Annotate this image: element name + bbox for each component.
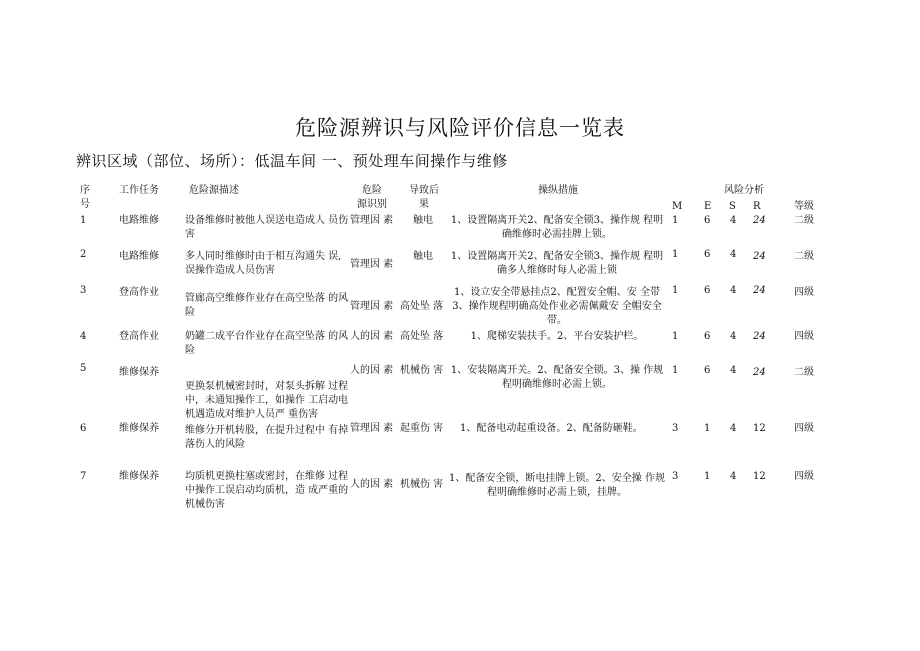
page-title: 危险源辨识与风险评价信息一览表 <box>295 116 625 140</box>
header-s: S <box>729 201 736 212</box>
row-task: 维修保养 <box>119 471 159 482</box>
header-type: 危险 <box>362 185 382 196</box>
header-risk: 风险分析 <box>724 185 764 196</box>
row-e: 1 <box>704 423 711 434</box>
row-level: 二级 <box>794 251 814 262</box>
row-measures: 1、爬梯安装扶手。2、平台安装护栏。 <box>470 331 644 342</box>
row-result: 机械伤 害 <box>400 479 444 490</box>
row-m: 1 <box>672 285 679 296</box>
header-m: M <box>672 201 683 212</box>
header-seq-line2: 号 <box>80 199 90 210</box>
header-desc: 危险源描述 <box>189 185 239 196</box>
row-task: 登高作业 <box>119 287 159 298</box>
row-desc: 多人同时维修时由于相互沟通失 误,误操作造成人员伤害 <box>185 251 342 276</box>
row-type: 管理因 素 <box>350 259 394 270</box>
row-r: 24 <box>753 251 766 262</box>
row-no: 7 <box>80 471 87 482</box>
header-level: 等级 <box>794 201 814 212</box>
header-e: E <box>704 201 712 212</box>
row-type: 管理因 素 <box>350 301 394 312</box>
row-desc: 奶罐二成平台作业存在高空坠落 的风险 <box>185 331 349 356</box>
row-result: 触电 <box>413 215 433 226</box>
row-no: 4 <box>80 331 87 342</box>
row-r: 12 <box>753 423 766 434</box>
row-type: 管理因 素 <box>350 215 394 226</box>
header-measures: 操纵措施 <box>538 185 578 196</box>
row-m: 3 <box>672 423 679 434</box>
row-level: 四级 <box>794 423 814 434</box>
row-m: 1 <box>672 215 679 226</box>
row-r: 24 <box>753 367 766 378</box>
row-measures: 1、设立安全带悬挂点2、配置安全帽、安 全带3、操作规程明确高处作业必需佩戴安 全帽安全带。 <box>452 287 662 326</box>
row-measures: 1、安装隔离开关。2、配备安全锁。3、操 作规程明确维修时必需上锁。 <box>450 365 664 390</box>
header-r: R <box>753 201 761 212</box>
row-measures: 1、设置隔离开关2、配备安全锁3、操作规 程明确多人维修时每人必需上锁 <box>450 251 664 276</box>
row-e: 6 <box>704 365 711 376</box>
row-s: 4 <box>730 423 737 434</box>
row-desc: 更换泵机械密封时，对泵头拆解 过程中，未通知操作工，如操作 工启动电机遇造成对维护人员严 重伤害 <box>185 381 349 420</box>
row-result: 机械伤 害 <box>400 365 444 376</box>
row-e: 6 <box>704 249 711 260</box>
header-result-line2: 果 <box>419 199 429 210</box>
row-result: 高处坠 落 <box>400 331 444 342</box>
row-r: 24 <box>753 285 766 296</box>
row-task: 维修保养 <box>119 423 159 434</box>
row-desc: 管廊高空维修作业存在高空坠落 的风险 <box>185 293 349 318</box>
row-type: 人的因 素 <box>350 365 394 376</box>
row-level: 四级 <box>794 471 814 482</box>
row-measures: 1、配备安全锁，断电挂牌上锁。2、安全操 作规程明确维修时必需上锁，挂牌。 <box>449 473 665 498</box>
row-r: 12 <box>753 471 766 482</box>
row-result: 起重伤 害 <box>400 423 444 434</box>
row-level: 四级 <box>794 331 814 342</box>
row-e: 6 <box>704 285 711 296</box>
row-result: 高处坠 落 <box>400 301 444 312</box>
row-result: 触电 <box>413 251 433 262</box>
row-m: 1 <box>672 331 679 342</box>
row-s: 4 <box>730 285 737 296</box>
row-no: 6 <box>80 423 87 434</box>
row-e: 6 <box>704 331 711 342</box>
area-label: 辨识区域（部位、场所）：低温车间 一、预处理车间操作与维修 <box>76 152 508 170</box>
row-r: 24 <box>753 215 766 226</box>
row-s: 4 <box>730 215 737 226</box>
row-type: 人的因 素 <box>350 331 394 342</box>
header-task: 工作任务 <box>119 185 159 196</box>
row-m: 1 <box>672 365 679 376</box>
row-s: 4 <box>730 331 737 342</box>
row-s: 4 <box>730 249 737 260</box>
row-type: 管理因 素 <box>350 423 394 434</box>
row-r: 24 <box>753 331 766 342</box>
row-no: 5 <box>80 363 87 374</box>
row-desc: 设备维修时被他人误送电造成人 员伤害 <box>185 215 349 240</box>
row-e: 1 <box>704 471 711 482</box>
row-level: 二级 <box>794 367 814 378</box>
row-task: 电路维修 <box>119 251 159 262</box>
row-measures: 1、配备电动起重设备。2、配备防砸鞋。 <box>460 423 643 434</box>
row-measures: 1、设置隔离开关2、配备安全锁3、操作规 程明确维修时必需挂牌上锁。 <box>450 215 664 240</box>
header-seq: 序 <box>80 185 90 196</box>
row-s: 4 <box>730 365 737 376</box>
row-no: 1 <box>80 215 87 226</box>
row-task: 登高作业 <box>119 331 159 342</box>
row-no: 2 <box>80 249 87 260</box>
row-m: 3 <box>672 471 679 482</box>
row-task: 电路维修 <box>119 215 159 226</box>
row-m: 1 <box>672 249 679 260</box>
row-no: 3 <box>80 285 87 296</box>
row-e: 6 <box>704 215 711 226</box>
row-desc: 均质机更换柱塞或密封，在维修 过程中操作工误启动均质机，造 成严重的机械伤害 <box>185 471 349 510</box>
row-task: 维修保养 <box>119 367 159 378</box>
row-s: 4 <box>730 471 737 482</box>
row-level: 四级 <box>794 287 814 298</box>
header-type-line2: 源识别 <box>357 199 387 210</box>
row-level: 二级 <box>794 215 814 226</box>
row-type: 人的因 素 <box>350 479 394 490</box>
row-desc: 维修分开机转股，在提升过程中 有掉落伤人的风险 <box>185 425 349 450</box>
header-result: 导致后 <box>409 185 439 196</box>
